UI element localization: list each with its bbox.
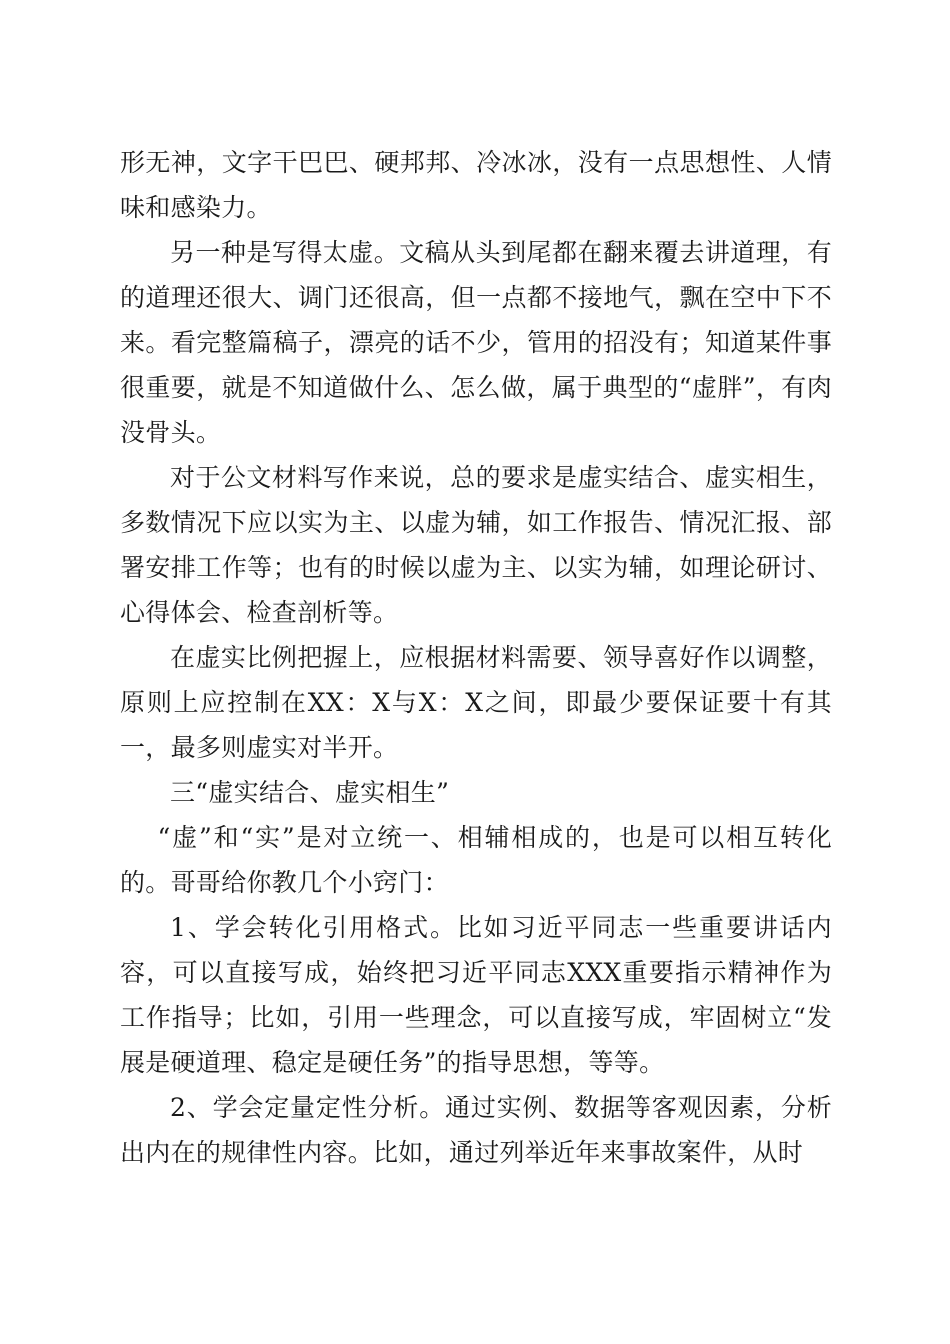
document-body (120, 140, 832, 1175)
section-heading-three: 三“虚实结合、虚实相生” (170, 778, 450, 807)
paragraph-continuation: 形无神，文字干巴巴、硬邦邦、冷冰冰，没有一点思想性、人情味和感染力。 (120, 148, 832, 222)
paragraph-dialectic: “虚”和“实”是对立统一、相辅相成的，也是可以相互转化的。哥哥给你教几个小窍门： (120, 823, 832, 897)
paragraph-too-vague: 另一种是写得太虚。文稿从头到尾都在翻来覆去讲道理，有的道理还很大、调门还很高，但一点都不接地气，飘在空中下不来。看完整篇稿子，漂亮的话不少，管用的招没有；知道某件事很重要，就是不知道做什么、怎么做，属于典型的“虚胖”，有肉没骨头。 (120, 238, 832, 447)
paragraph-ratio: 在虚实比例把握上，应根据材料需要、领导喜好作以调整，原则上应控制在XX：X与X：X之间，即最少要保证要十有其一，最多则虚实对半开。 (120, 643, 832, 762)
paragraph-tip-2: 2、学会定量定性分析。通过实例、数据等客观因素，分析出内在的规律性内容。比如，通过列举近年来事故案件，从时 (120, 1093, 832, 1167)
paragraph-requirements: 对于公文材料写作来说，总的要求是虚实结合、虚实相生，多数情况下应以实为主、以虚为辅，如工作报告、情况汇报、部署安排工作等；也有的时候以虚为主、以实为辅，如理论研讨、心得体会、检查剖析等。 (120, 463, 832, 627)
paragraph-tip-1: 1、学会转化引用格式。比如习近平同志一些重要讲话内容，可以直接写成，始终把习近平同志XXX重要指示精神作为工作指导；比如，引用一些理念，可以直接写成，牢固树立“发展是硬道理、稳定是硬任务”的指导思想，等等。 (120, 913, 832, 1077)
